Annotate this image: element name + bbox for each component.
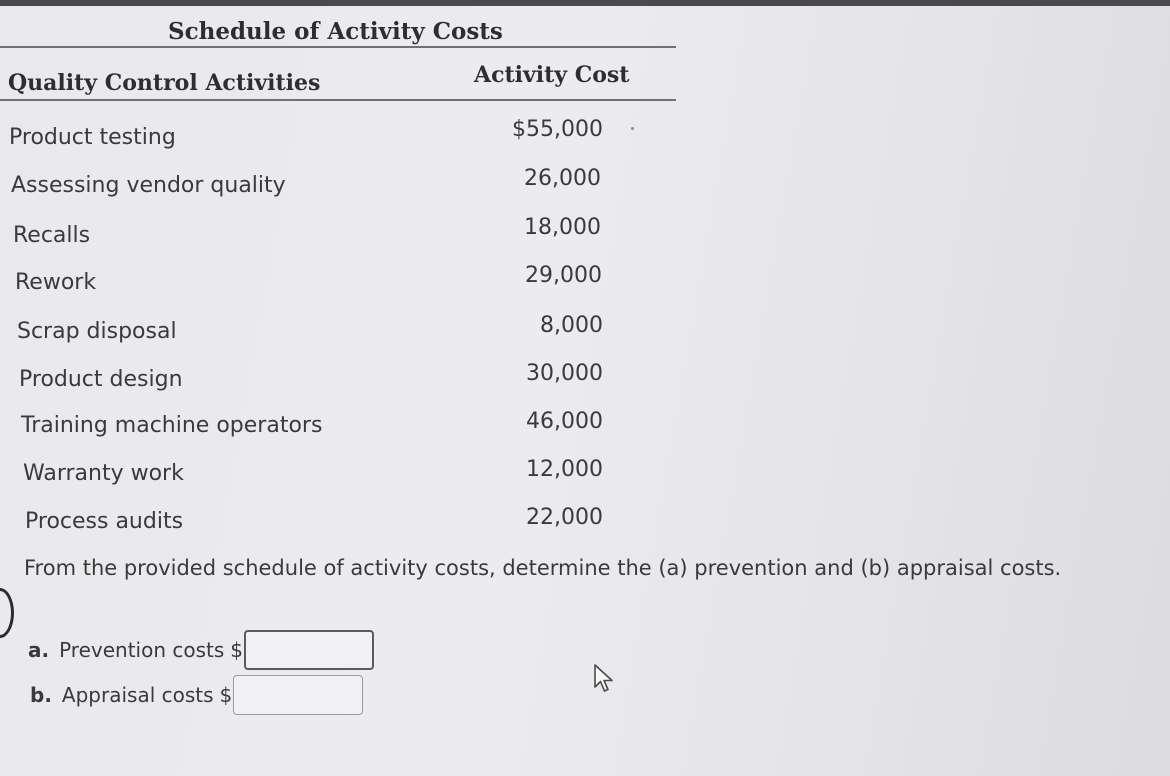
prevention-costs-label: Prevention costs: [59, 638, 225, 662]
header-top-rule: [0, 46, 676, 48]
activity-cost: 29,000: [525, 263, 602, 288]
activity-label: Process audits: [25, 509, 184, 534]
schedule-title: Schedule of Activity Costs: [168, 18, 503, 45]
activity-label: Product design: [19, 367, 183, 392]
stray-dot: [631, 127, 634, 130]
activity-cost: 26,000: [524, 166, 601, 191]
appraisal-costs-row: [30, 675, 363, 715]
column-header-cost: Activity Cost: [474, 62, 630, 88]
activity-cost: 12,000: [526, 457, 603, 482]
appraisal-costs-label: Appraisal costs: [61, 683, 214, 707]
activity-cost: $55,000: [512, 117, 603, 142]
appraisal-costs-input[interactable]: [233, 675, 363, 715]
left-edge-bracket: [0, 588, 14, 638]
activity-label: Rework: [15, 270, 97, 295]
answer-letter-b: b.: [30, 683, 52, 707]
activity-cost: 18,000: [524, 215, 601, 240]
activity-cost: 8,000: [540, 313, 603, 338]
activity-label: Scrap disposal: [17, 319, 177, 344]
header-bottom-rule: [0, 99, 676, 101]
column-header-activity: Quality Control Activities: [8, 70, 321, 96]
currency-symbol: $: [219, 683, 233, 707]
activity-label: Product testing: [9, 125, 176, 150]
activity-label: Assessing vendor quality: [11, 173, 286, 198]
question-text: From the provided schedule of activity costs, determine the (a) prevention and (b) appraisal costs.: [24, 556, 1062, 580]
activity-cost: 46,000: [526, 409, 603, 434]
prevention-costs-input[interactable]: [244, 630, 374, 670]
currency-symbol: $: [230, 638, 244, 662]
activity-label: Recalls: [13, 223, 91, 248]
activity-cost: 30,000: [526, 361, 603, 386]
top-edge-strip: [0, 0, 1170, 6]
prevention-costs-row: [28, 630, 374, 670]
activity-label: Training machine operators: [21, 413, 323, 438]
mouse-pointer-icon: [592, 662, 618, 696]
activity-cost: 22,000: [526, 505, 603, 530]
activity-label: Warranty work: [23, 461, 184, 486]
answer-letter-a: a.: [28, 638, 50, 662]
